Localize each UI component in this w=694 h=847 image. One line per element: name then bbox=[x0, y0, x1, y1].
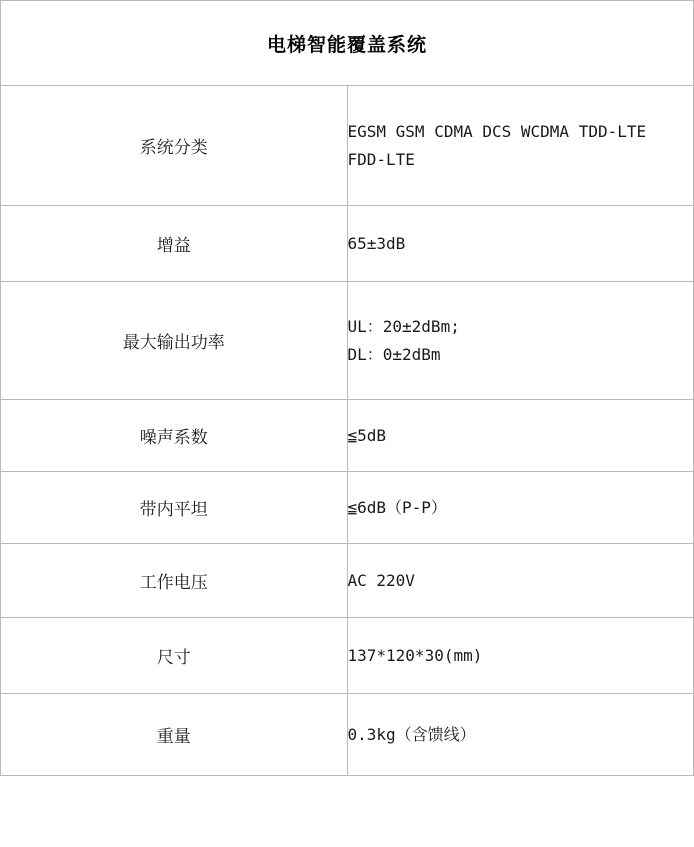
row-value-weight bbox=[347, 694, 694, 776]
row-label-gain: 增益 bbox=[1, 206, 348, 282]
row-value-noise-figure bbox=[347, 400, 694, 472]
value-line: 137*120*30(mm) bbox=[347, 645, 483, 665]
value-line: UL：20±2dBm; bbox=[347, 316, 460, 336]
value-line: 0.3kg（含馈线） bbox=[347, 724, 476, 744]
value-line: AC 220V bbox=[347, 570, 415, 590]
row-value-dimensions bbox=[347, 618, 694, 694]
table-row bbox=[1, 400, 694, 472]
table-row bbox=[1, 694, 694, 776]
value-line: ≦6dB（P-P） bbox=[347, 497, 447, 517]
row-label-dimensions: 尺寸 bbox=[1, 618, 348, 694]
value-line: FDD-LTE bbox=[347, 149, 415, 169]
table-row bbox=[1, 86, 694, 206]
row-label-weight: 重量 bbox=[1, 694, 348, 776]
row-label-system-class: 系统分类 bbox=[1, 86, 348, 206]
row-label-noise-figure: 噪声系数 bbox=[1, 400, 348, 472]
value-line: ≦5dB bbox=[347, 425, 387, 445]
table-row bbox=[1, 472, 694, 544]
table-row bbox=[1, 618, 694, 694]
table-title-row bbox=[1, 1, 694, 86]
row-value-max-output-power bbox=[347, 282, 694, 400]
row-value-gain bbox=[347, 206, 694, 282]
value-line: 65±3dB bbox=[347, 233, 406, 253]
table-title: 电梯智能覆盖系统 bbox=[1, 1, 694, 86]
row-label-max-output-power: 最大输出功率 bbox=[1, 282, 348, 400]
row-label-working-voltage: 工作电压 bbox=[1, 544, 348, 618]
row-label-in-band-flatness: 带内平坦 bbox=[1, 472, 348, 544]
table-row bbox=[1, 282, 694, 400]
row-value-system-class bbox=[347, 86, 694, 206]
row-value-in-band-flatness bbox=[347, 472, 694, 544]
table-row bbox=[1, 206, 694, 282]
value-line: DL：0±2dBm bbox=[347, 344, 441, 364]
value-line: EGSM GSM CDMA DCS WCDMA TDD-LTE bbox=[347, 121, 647, 141]
table-row bbox=[1, 544, 694, 618]
row-value-working-voltage bbox=[347, 544, 694, 618]
